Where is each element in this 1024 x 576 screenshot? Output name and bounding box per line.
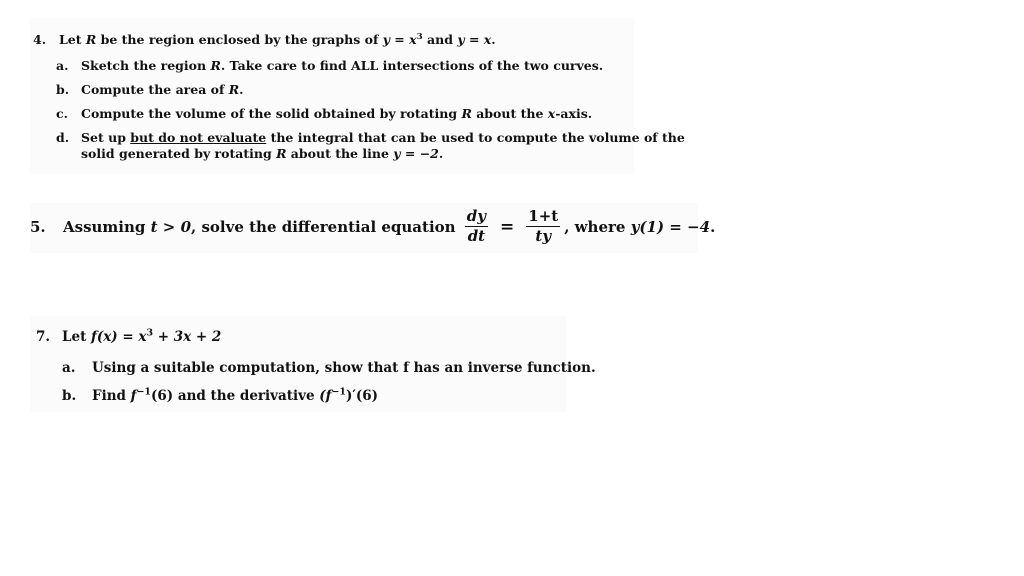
- part-label: b.: [56, 82, 70, 97]
- problem-4-number: 4.: [33, 32, 47, 47]
- part-label: b.: [62, 388, 77, 404]
- problem-7-part-b: [62, 388, 378, 404]
- text-fragment: Compute the area of: [81, 82, 229, 97]
- problem-4-part-b: [56, 82, 244, 97]
- math-var: R: [210, 58, 221, 73]
- math-expression: )′(6): [345, 388, 379, 404]
- equals-sign: =: [500, 216, 515, 237]
- part-label: a.: [62, 360, 76, 376]
- problem-4-panel: [30, 18, 685, 174]
- rhs-fraction: [526, 209, 560, 244]
- math-expression: + 3x + 2: [153, 329, 222, 345]
- math-expression: f(x) = x: [91, 329, 147, 345]
- text-fragment: , where: [564, 217, 631, 236]
- math-exponent: −1: [136, 386, 151, 398]
- math-var: R: [276, 146, 287, 161]
- problem-5-number: 5.: [30, 217, 46, 236]
- math-var: x: [547, 106, 556, 121]
- fraction-denominator: dt: [467, 227, 486, 245]
- math-expression: y(1) = −4: [630, 217, 711, 236]
- problem-4-part-a: [56, 58, 603, 73]
- problem-7-part-a: [62, 360, 596, 376]
- derivative-fraction: [465, 209, 488, 244]
- text-fragment: .: [438, 146, 444, 161]
- text-fragment: about the: [471, 106, 548, 121]
- math-expression: t > 0: [150, 217, 192, 236]
- underlined-text: but do not evaluate: [130, 130, 267, 145]
- text-fragment: be the region enclosed by the graphs of: [96, 32, 383, 47]
- fraction-numerator: dy: [466, 207, 487, 225]
- text-fragment: about the line: [286, 146, 394, 161]
- part-label: d.: [56, 130, 70, 145]
- text-fragment: and: [422, 32, 458, 47]
- problem-4-part-d: [56, 130, 685, 145]
- text-fragment: Sketch the region: [81, 58, 211, 73]
- problem-4-statement: [33, 32, 496, 47]
- part-label: c.: [56, 106, 68, 121]
- text-fragment: Let: [59, 32, 86, 47]
- text-fragment: -axis.: [555, 106, 593, 121]
- text-fragment: Using a suitable computation, show that f has an inverse function.: [92, 360, 596, 376]
- math-var: R: [228, 82, 240, 97]
- math-var: R: [85, 32, 97, 47]
- text-fragment: Assuming: [63, 217, 146, 236]
- math-exponent: 3: [416, 31, 423, 42]
- problem-7-panel: [30, 316, 596, 412]
- text-fragment: .: [239, 82, 244, 97]
- text-fragment: the integral that can be used to compute the volume of the: [266, 130, 685, 145]
- text-fragment: Set up: [81, 130, 131, 145]
- problem-5-panel: [30, 203, 716, 253]
- fraction-numerator: 1+t: [528, 207, 559, 225]
- math-expression: (f: [319, 388, 332, 404]
- text-fragment: .: [491, 32, 496, 47]
- text-fragment: .: [710, 217, 716, 236]
- math-expression: y = −2: [393, 146, 439, 161]
- text-fragment: Let: [62, 329, 92, 345]
- math-expression: y = x: [457, 32, 492, 47]
- math-var: R: [461, 106, 472, 121]
- math-expression: (6): [150, 388, 174, 404]
- problem-4-part-d-continuation: [81, 146, 443, 161]
- math-expression: y = x: [382, 32, 417, 47]
- text-fragment: Compute the volume of the solid obtained by rotating: [81, 106, 462, 121]
- math-exponent: 3: [146, 327, 154, 339]
- text-fragment: solid generated by rotating: [81, 146, 277, 161]
- problem-7-statement: [36, 329, 221, 345]
- math-exponent: −1: [331, 386, 346, 398]
- fraction-denominator: ty: [535, 227, 552, 245]
- math-var: f: [130, 388, 137, 404]
- text-fragment: . Take care to find ALL intersections of the two curves.: [220, 58, 604, 73]
- text-fragment: , solve the differential equation: [191, 217, 461, 236]
- problem-4-part-c: [56, 106, 592, 121]
- problem-7-number: 7.: [36, 329, 51, 345]
- part-label: a.: [56, 58, 69, 73]
- text-fragment: Find: [92, 388, 131, 404]
- problem-5-statement: [30, 209, 715, 244]
- text-fragment: and the derivative: [173, 388, 320, 404]
